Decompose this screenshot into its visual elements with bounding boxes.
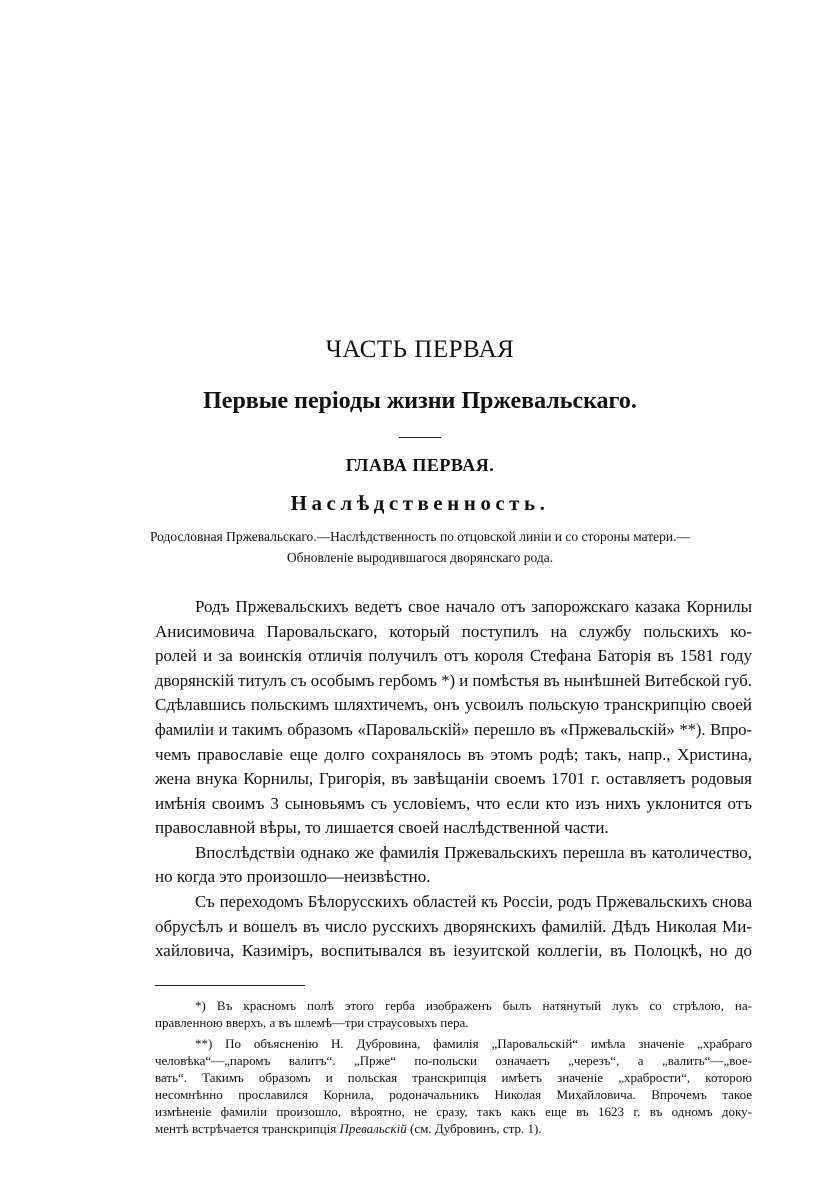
chapter-summary-line: Обновленіе выродившагося дворянскаго рода. [286, 550, 554, 565]
part-heading: ЧАСТЬ ПЕРВАЯ [325, 336, 515, 363]
body-line: Родъ Пржевальскихъ ведетъ свое начало отъ запорожскаго казака Корнилы [195, 597, 752, 616]
chapter-summary-line: Родословная Пржевальскаго.—Наслѣдственность по отцовской линіи и со стороны матери.— [150, 529, 690, 544]
footnote-line: правленною вверхъ, а въ шлемѣ—три страусовыхъ пера. [155, 1015, 469, 1030]
footnote-text: ментѣ встрѣчается транскрипція [155, 1121, 340, 1136]
body-line: Впослѣдствіи однако же фамилія Пржевальскихъ перешла въ католичество, [195, 843, 752, 862]
footnote-line [155, 1121, 752, 1136]
footnote-line: **) По объясненію Н. Дубровина, фамилія „Паровальскій“ имѣла значеніе „храбраго [195, 1036, 752, 1051]
footnote-line: измѣненіе фамиліи произошло, вѣроятно, не сразу, такъ какъ еще въ 1623 г. въ одномъ доку- [155, 1104, 752, 1119]
body-line: дворянскій титулъ съ особымъ гербомъ *) и помѣстья въ нынѣшней Витебской губ. [155, 671, 752, 690]
body-line: фамиліи и такимъ образомъ «Паровальскій» перешло въ «Пржевальскій» **). Впро- [155, 720, 752, 739]
footnote-line: человѣка“—„паромъ валитъ“. „Прже“ по-польски означаетъ „черезъ“, а „валить“—„вое- [155, 1053, 752, 1068]
footnote-line: вать“. Такимъ образомъ и польская транскрипція имѣетъ значеніе „храбрости“, которою [155, 1070, 752, 1085]
body-line: Анисимовича Паровальскаго, который поступилъ на службу польскихъ ко- [155, 622, 752, 641]
footnote-line: *) Въ красномъ полѣ этого герба изображенъ былъ натянутый лукъ со стрѣлою, на- [195, 998, 752, 1013]
chapter-heading: ГЛАВА ПЕРВАЯ. [345, 455, 495, 475]
body-line: православной вѣры, то лишается своей наслѣдственной части. [155, 818, 609, 837]
footnote-italic-name: Превальскій [339, 1121, 407, 1136]
footnote-line: несомнѣнно прославился Корнила, родоначальникъ Николая Михайловича. Впрочемъ такое [155, 1087, 752, 1102]
body-line: чемъ православіе еще долго сохранялось въ этомъ родѣ; такъ, напр., Христина, [155, 745, 752, 764]
body-line: ролей и за воинскія отличія получилъ отъ короля Стефана Баторія въ 1581 году [155, 646, 752, 665]
body-line: жена внука Корнилы, Григорія, въ завѣщаніи своемъ 1701 г. оставляетъ родовыя [155, 769, 752, 788]
body-line: Сдѣлавшись польскимъ шляхтичемъ, онъ усвоилъ польскую транскрипцію своей [155, 695, 752, 714]
body-line: но когда это произошло—неизвѣстно. [155, 867, 431, 886]
body-line: обрусѣлъ и вошелъ въ число русскихъ дворянскихъ фамилій. Дѣдъ Николая Ми- [155, 917, 752, 936]
part-title: Первые періоды жизни Пржевальскаго. [203, 388, 637, 414]
footnote-divider [155, 985, 305, 986]
body-line: имѣнія своимъ 3 сыновьямъ съ условіемъ, что если кто изъ нихъ уклонится отъ [155, 794, 752, 813]
footnote-text: (см. Дубровинъ, стр. 1). [406, 1121, 542, 1136]
body-line: Съ переходомъ Бѣлорусскихъ областей къ Россіи, родъ Пржевальскихъ снова [195, 892, 752, 911]
chapter-title: Наслѣдственность. [290, 491, 550, 515]
title-divider [399, 437, 441, 438]
body-line: хайловича, Казиміръ, воспитывался въ іезуитской коллегіи, въ Полоцкѣ, но до [155, 941, 752, 960]
